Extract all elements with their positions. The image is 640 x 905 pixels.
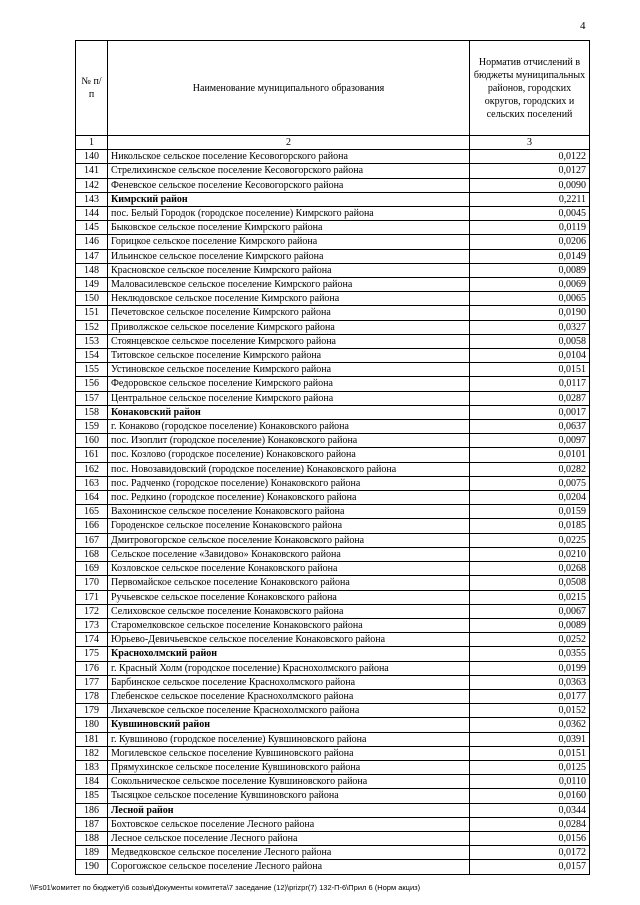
row-value: 0,0284 [470, 817, 590, 831]
row-name: Могилевское сельское поселение Кувшиновского района [108, 746, 470, 760]
table-row [76, 689, 590, 703]
table-row [76, 448, 590, 462]
table-row [76, 817, 590, 831]
table-row [76, 278, 590, 292]
header-norm: Норматив отчислений в бюджеты муниципальных районов, городских округов, городских и сельских поселений [470, 41, 590, 136]
table-row [76, 434, 590, 448]
table-row [76, 150, 590, 164]
row-number: 179 [76, 704, 108, 718]
row-value: 0,0210 [470, 547, 590, 561]
row-value: 0,0190 [470, 306, 590, 320]
row-value: 0,0355 [470, 647, 590, 661]
table-row [76, 661, 590, 675]
row-number: 157 [76, 391, 108, 405]
row-value: 0,0252 [470, 633, 590, 647]
table-row [76, 420, 590, 434]
table-row [76, 803, 590, 817]
row-value: 0,0127 [470, 164, 590, 178]
row-number: 187 [76, 817, 108, 831]
row-name: Городенское сельское поселение Конаковского района [108, 519, 470, 533]
row-number: 178 [76, 689, 108, 703]
row-name: г. Конаково (городское поселение) Конаковского района [108, 420, 470, 434]
row-name: Сельское поселение «Завидово» Конаковского района [108, 547, 470, 561]
row-name: Тысяцкое сельское поселение Кувшиновского района [108, 789, 470, 803]
row-value: 0,0069 [470, 278, 590, 292]
row-number: 189 [76, 846, 108, 860]
table-row [76, 235, 590, 249]
row-number: 154 [76, 349, 108, 363]
row-name: пос. Белый Городок (городское поселение) Кимрского района [108, 207, 470, 221]
row-name: Вахонинское сельское поселение Конаковского района [108, 505, 470, 519]
row-number: 182 [76, 746, 108, 760]
row-number: 166 [76, 519, 108, 533]
row-number: 142 [76, 178, 108, 192]
table-row [76, 704, 590, 718]
row-value: 0,0097 [470, 434, 590, 448]
row-value: 0,0090 [470, 178, 590, 192]
row-name: Краснохолмский район [108, 647, 470, 661]
row-number: 163 [76, 476, 108, 490]
row-value: 0,0225 [470, 533, 590, 547]
row-value: 0,0067 [470, 604, 590, 618]
table-row [76, 207, 590, 221]
row-name: Конаковский район [108, 405, 470, 419]
table-row [76, 306, 590, 320]
table-row [76, 789, 590, 803]
table-row [76, 391, 590, 405]
row-number: 177 [76, 675, 108, 689]
row-name: пос. Редкино (городское поселение) Конаковского района [108, 491, 470, 505]
row-name: Юрьево-Девичьевское сельское поселение Конаковского района [108, 633, 470, 647]
row-number: 158 [76, 405, 108, 419]
row-value: 0,0104 [470, 349, 590, 363]
table-row [76, 505, 590, 519]
row-value: 0,0075 [470, 476, 590, 490]
row-name: Стрелихинское сельское поселение Кесовогорского района [108, 164, 470, 178]
row-value: 0,0125 [470, 760, 590, 774]
row-number: 147 [76, 249, 108, 263]
table-row [76, 292, 590, 306]
table-row [76, 675, 590, 689]
row-value: 0,0117 [470, 377, 590, 391]
row-number: 188 [76, 831, 108, 845]
row-value: 0,0151 [470, 746, 590, 760]
row-value: 0,0152 [470, 704, 590, 718]
row-number: 171 [76, 590, 108, 604]
row-name: Быковское сельское поселение Кимрского района [108, 221, 470, 235]
table-row [76, 519, 590, 533]
row-number: 185 [76, 789, 108, 803]
row-value: 0,0391 [470, 732, 590, 746]
row-name: Бохтовское сельское поселение Лесного района [108, 817, 470, 831]
row-value: 0,0344 [470, 803, 590, 817]
row-value: 0,0149 [470, 249, 590, 263]
row-name: Дмитровогорское сельское поселение Конаковского района [108, 533, 470, 547]
column-index: 3 [470, 136, 590, 150]
row-number: 176 [76, 661, 108, 675]
row-name: Лихачевское сельское поселение Краснохолмского района [108, 704, 470, 718]
row-name: пос. Радченко (городское поселение) Конаковского района [108, 476, 470, 490]
row-value: 0,0017 [470, 405, 590, 419]
column-index: 2 [108, 136, 470, 150]
table-row [76, 491, 590, 505]
table-row [76, 576, 590, 590]
row-name: Титовское сельское поселение Кимрского района [108, 349, 470, 363]
row-name: Никольское сельское поселение Кесовогорского района [108, 150, 470, 164]
row-value: 0,0508 [470, 576, 590, 590]
row-value: 0,0327 [470, 320, 590, 334]
header-num: № п/п [76, 41, 108, 136]
table-row [76, 775, 590, 789]
row-name: Ручьевское сельское поселение Конаковского района [108, 590, 470, 604]
row-number: 173 [76, 618, 108, 632]
row-value: 0,0122 [470, 150, 590, 164]
row-name: г. Кувшиново (городское поселение) Кувшиновского района [108, 732, 470, 746]
row-number: 155 [76, 363, 108, 377]
row-name: Лесное сельское поселение Лесного района [108, 831, 470, 845]
table-row [76, 846, 590, 860]
row-value: 0,0282 [470, 462, 590, 476]
row-number: 151 [76, 306, 108, 320]
row-number: 156 [76, 377, 108, 391]
table-row [76, 533, 590, 547]
table-row [76, 178, 590, 192]
table-row [76, 633, 590, 647]
row-value: 0,0065 [470, 292, 590, 306]
row-value: 0,0159 [470, 505, 590, 519]
row-name: пос. Изоплит (городское поселение) Конаковского района [108, 434, 470, 448]
row-name: Козловское сельское поселение Конаковского района [108, 562, 470, 576]
table-row [76, 221, 590, 235]
row-name: Лесной район [108, 803, 470, 817]
table-row [76, 590, 590, 604]
row-number: 186 [76, 803, 108, 817]
row-value: 0,0363 [470, 675, 590, 689]
row-value: 0,0156 [470, 831, 590, 845]
row-name: Приволжское сельское поселение Кимрского района [108, 320, 470, 334]
table-row [76, 562, 590, 576]
row-name: Барбинское сельское поселение Краснохолмского района [108, 675, 470, 689]
table-row [76, 718, 590, 732]
table-row [76, 746, 590, 760]
row-number: 164 [76, 491, 108, 505]
row-value: 0,0637 [470, 420, 590, 434]
row-number: 161 [76, 448, 108, 462]
table-row [76, 334, 590, 348]
column-index-row [76, 136, 590, 150]
row-name: Маловасилевское сельское поселение Кимрского района [108, 278, 470, 292]
table-row [76, 377, 590, 391]
row-number: 169 [76, 562, 108, 576]
row-number: 141 [76, 164, 108, 178]
row-value: 0,0045 [470, 207, 590, 221]
row-name: Сокольническое сельское поселение Кувшиновского района [108, 775, 470, 789]
row-value: 0,0199 [470, 661, 590, 675]
table-row [76, 732, 590, 746]
row-number: 146 [76, 235, 108, 249]
row-value: 0,0287 [470, 391, 590, 405]
table-row [76, 462, 590, 476]
table-row [76, 249, 590, 263]
row-number: 167 [76, 533, 108, 547]
row-name: Центральное сельское поселение Кимрского района [108, 391, 470, 405]
row-name: Ильинское сельское поселение Кимрского района [108, 249, 470, 263]
row-name: Первомайское сельское поселение Конаковского района [108, 576, 470, 590]
table-row [76, 476, 590, 490]
row-value: 0,0110 [470, 775, 590, 789]
row-number: 172 [76, 604, 108, 618]
row-value: 0,0204 [470, 491, 590, 505]
row-value: 0,0151 [470, 363, 590, 377]
row-number: 170 [76, 576, 108, 590]
row-name: Стоянцевское сельское поселение Кимрского района [108, 334, 470, 348]
row-number: 143 [76, 192, 108, 206]
row-number: 183 [76, 760, 108, 774]
row-name: г. Красный Холм (городское поселение) Краснохолмского района [108, 661, 470, 675]
page-number: 4 [580, 20, 586, 32]
table-row [76, 263, 590, 277]
row-number: 144 [76, 207, 108, 221]
table-row [76, 363, 590, 377]
table-row [76, 604, 590, 618]
row-value: 0,0160 [470, 789, 590, 803]
row-number: 162 [76, 462, 108, 476]
row-value: 0,0119 [470, 221, 590, 235]
normative-table [75, 40, 590, 875]
row-number: 145 [76, 221, 108, 235]
row-name: Медведковское сельское поселение Лесного района [108, 846, 470, 860]
row-number: 150 [76, 292, 108, 306]
row-name: Феневское сельское поселение Кесовогорского района [108, 178, 470, 192]
table-row [76, 860, 590, 874]
table-row [76, 760, 590, 774]
row-number: 181 [76, 732, 108, 746]
file-path-footer: \\Fs01\комитет по бюджету\6 созыв\Документы комитета\7 заседание (12)\prizpr(7) 132-П-6\Прил 6 (Норм акциз) [30, 883, 421, 892]
row-number: 175 [76, 647, 108, 661]
row-number: 140 [76, 150, 108, 164]
row-number: 174 [76, 633, 108, 647]
row-name: пос. Козлово (городское поселение) Конаковского района [108, 448, 470, 462]
row-value: 0,0157 [470, 860, 590, 874]
row-number: 184 [76, 775, 108, 789]
table-row [76, 192, 590, 206]
row-name: Селиховское сельское поселение Конаковского района [108, 604, 470, 618]
table-row [76, 164, 590, 178]
row-name: Глебенское сельское поселение Краснохолмского района [108, 689, 470, 703]
row-name: Горицкое сельское поселение Кимрского района [108, 235, 470, 249]
row-name: Кувшиновский район [108, 718, 470, 732]
column-index: 1 [76, 136, 108, 150]
row-name: Прямухинское сельское поселение Кувшиновского района [108, 760, 470, 774]
row-name: Печетовское сельское поселение Кимрского района [108, 306, 470, 320]
row-number: 149 [76, 278, 108, 292]
row-name: Кимрский район [108, 192, 470, 206]
row-name: Сорогожское сельское поселение Лесного района [108, 860, 470, 874]
row-value: 0,0101 [470, 448, 590, 462]
row-name: Федоровское сельское поселение Кимрского района [108, 377, 470, 391]
row-number: 148 [76, 263, 108, 277]
table-row [76, 647, 590, 661]
row-number: 153 [76, 334, 108, 348]
header-name: Наименование муниципального образования [108, 41, 470, 136]
row-number: 159 [76, 420, 108, 434]
table-row [76, 320, 590, 334]
row-value: 0,0177 [470, 689, 590, 703]
row-value: 0,0185 [470, 519, 590, 533]
table-header-row [76, 41, 590, 136]
row-value: 0,0172 [470, 846, 590, 860]
row-value: 0,0268 [470, 562, 590, 576]
row-name: Старомелковское сельское поселение Конаковского района [108, 618, 470, 632]
table-row [76, 349, 590, 363]
row-name: пос. Новозавидовский (городское поселение) Конаковского района [108, 462, 470, 476]
row-value: 0,0089 [470, 263, 590, 277]
row-value: 0,0215 [470, 590, 590, 604]
row-number: 152 [76, 320, 108, 334]
row-number: 180 [76, 718, 108, 732]
row-value: 0,2211 [470, 192, 590, 206]
row-value: 0,0362 [470, 718, 590, 732]
row-number: 168 [76, 547, 108, 561]
row-number: 190 [76, 860, 108, 874]
table-row [76, 618, 590, 632]
row-number: 160 [76, 434, 108, 448]
table-row [76, 405, 590, 419]
row-value: 0,0206 [470, 235, 590, 249]
table-row [76, 831, 590, 845]
row-name: Устиновское сельское поселение Кимрского района [108, 363, 470, 377]
table-row [76, 547, 590, 561]
row-number: 165 [76, 505, 108, 519]
row-name: Неклюдовское сельское поселение Кимрского района [108, 292, 470, 306]
row-name: Красновское сельское поселение Кимрского района [108, 263, 470, 277]
row-value: 0,0089 [470, 618, 590, 632]
row-value: 0,0058 [470, 334, 590, 348]
